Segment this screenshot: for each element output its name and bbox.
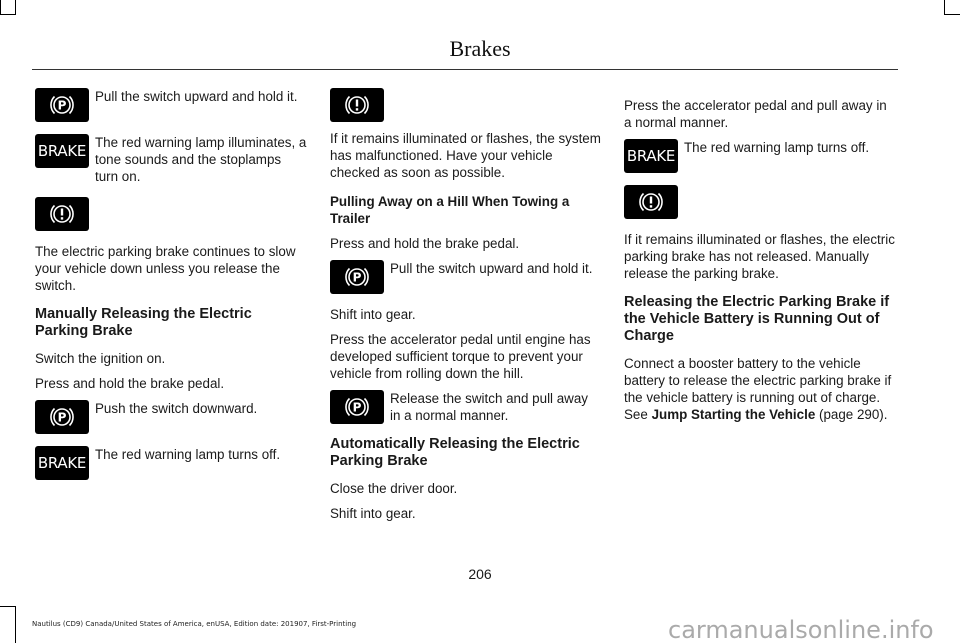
instruction-text: Pull the switch upward and hold it.	[390, 261, 593, 276]
paragraph: Switch the ignition on.	[35, 351, 166, 366]
page-title: Brakes	[449, 36, 511, 61]
warning-icon	[624, 185, 678, 219]
paragraph: Close the driver door.	[330, 481, 458, 496]
svg-text:P: P	[57, 410, 67, 425]
crop-mark	[0, 14, 16, 15]
cross-reference-page: (page 290).	[819, 407, 888, 422]
cross-reference-link[interactable]: Jump Starting the Vehicle	[651, 407, 816, 422]
instruction-text: The red warning lamp illuminates, a tone sounds and the stoplamps turn on.	[95, 135, 307, 184]
parking-brake-icon	[330, 390, 384, 424]
instruction-text: Release the switch and pull away in a normal manner.	[390, 391, 588, 423]
warning-icon	[35, 197, 89, 231]
brake-warning-icon	[35, 134, 89, 168]
instruction-text: Pull the switch upward and hold it.	[95, 89, 298, 104]
paragraph: The electric parking brake continues to slow your vehicle down unless you release the switch.	[35, 244, 296, 293]
column-3	[624, 97, 896, 431]
icon-row	[330, 88, 602, 122]
brake-icon-label: BRAKE	[626, 147, 676, 165]
instruction-row	[624, 139, 896, 173]
instruction-row	[35, 88, 307, 122]
brake-icon-label: BRAKE	[37, 142, 87, 160]
column-2	[330, 88, 602, 530]
header-rule	[32, 69, 898, 70]
paragraph: Press and hold the brake pedal.	[330, 236, 520, 251]
svg-text:P: P	[57, 98, 67, 113]
brake-warning-icon	[624, 139, 678, 173]
crop-mark	[15, 0, 16, 15]
brake-icon-label: BRAKE	[37, 454, 87, 472]
watermark: carmanualsonline.info	[668, 616, 934, 644]
paragraph: If it remains illuminated or flashes, the system has malfunctioned. Have your vehicle checked as soon as possible.	[330, 131, 601, 180]
svg-text:P: P	[352, 400, 362, 415]
page-number: 206	[468, 566, 492, 582]
instruction-row	[330, 390, 602, 424]
instruction-row	[35, 400, 307, 434]
section-heading: Releasing the Electric Parking Brake if the Vehicle Battery is Running Out of Charge	[624, 294, 890, 344]
instruction-text: The red warning lamp turns off.	[684, 140, 870, 155]
crop-mark	[0, 0, 1, 14]
section-heading: Automatically Releasing the Electric Parking Brake	[330, 436, 580, 469]
instruction-row	[35, 446, 307, 480]
paragraph: If it remains illuminated or flashes, the electric parking brake has not released. Manually release the parking brake.	[624, 232, 895, 281]
instruction-text: Push the switch downward.	[95, 401, 258, 416]
section-heading: Pulling Away on a Hill When Towing a Trailer	[330, 194, 570, 226]
instruction-text: The red warning lamp turns off.	[95, 447, 281, 462]
icon-row	[624, 185, 896, 219]
paragraph: Shift into gear.	[330, 506, 416, 521]
column-1	[35, 88, 307, 492]
parking-brake-icon	[330, 260, 384, 294]
crop-mark	[0, 606, 16, 607]
svg-text:P: P	[352, 270, 362, 285]
parking-brake-icon	[35, 400, 89, 434]
paragraph: Press the accelerator pedal and pull away in a normal manner.	[624, 98, 887, 130]
parking-brake-icon	[35, 88, 89, 122]
paragraph: Shift into gear.	[330, 307, 416, 322]
crop-mark	[15, 606, 16, 643]
instruction-row	[330, 260, 602, 294]
paragraph: Press the accelerator pedal until engine has developed sufficient torque to prevent your vehicle from rolling down the hill.	[330, 332, 591, 381]
crop-mark	[944, 14, 960, 15]
paragraph: Press and hold the brake pedal.	[35, 376, 225, 391]
paragraph-text: Connect a booster battery to the vehicle battery to release the electric parking brake if the vehicle battery is running out of charge. See	[624, 356, 892, 422]
icon-row	[35, 197, 307, 231]
warning-icon	[330, 88, 384, 122]
paragraph	[624, 355, 896, 423]
instruction-row	[35, 134, 307, 185]
crop-mark	[944, 0, 945, 15]
brake-warning-icon	[35, 446, 89, 480]
edition-footer: Nautilus (CD9) Canada/United States of America, enUSA, Edition date: 201907, First-Printing	[32, 620, 357, 628]
section-heading: Manually Releasing the Electric Parking Brake	[35, 306, 252, 339]
